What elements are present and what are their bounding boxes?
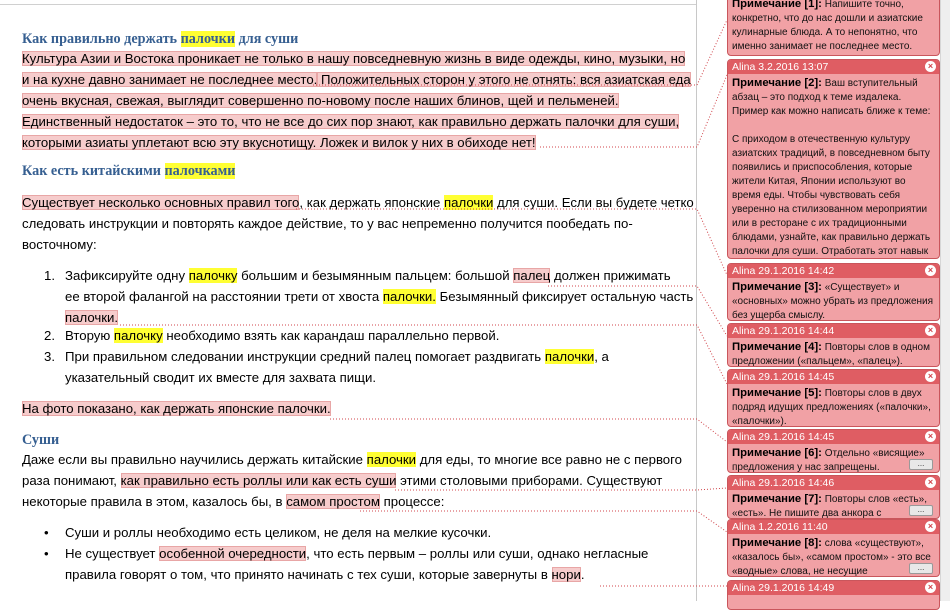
close-icon[interactable]: × bbox=[925, 521, 936, 532]
list-number: 3. bbox=[44, 349, 55, 364]
close-icon[interactable]: × bbox=[925, 61, 936, 72]
comment-header: Alina 1.2.2016 11:40 bbox=[732, 521, 828, 533]
list-item[interactable]: Вторую палочку необходимо взять как карандаш параллельно первой. bbox=[65, 328, 500, 343]
close-icon[interactable]: × bbox=[925, 477, 936, 488]
close-icon[interactable]: × bbox=[925, 431, 936, 442]
close-icon[interactable]: × bbox=[925, 582, 936, 593]
comment-balloon-7[interactable] bbox=[727, 475, 940, 519]
list-item[interactable]: Не существует особенной очередности, что есть первым – роллы или суши, однако негласные правила говорят о том, что принято начинать с тех суши, которые завернуты в нори. bbox=[65, 546, 649, 582]
comment-header: Alina 29.1.2016 14:49 bbox=[732, 582, 835, 594]
comment-text: слова «существуют», «казалось бы», «самом простом» - это все «водные» слова, не несущие bbox=[732, 538, 931, 577]
paragraph-intro[interactable]: Культура Азии и Востока проникает не только в нашу повседневную жизнь в виде одежды, кино, музыки, но и на кухне давно занимает не последнее место. Положительных сторон у этого не отнять: вся азиатская еда очень вкусная, свежая, выглядит совершенно по-новому после наших блинов, щей и пельменей. Единственный недостаток – это то, что не все до сих пор знают, как правильно держать палочки для суши, которыми азиаты уплетают всю эту вкуснотищу. Ложек и вилок у них в обиходе нет! bbox=[22, 51, 691, 150]
list-number: 2. bbox=[44, 328, 55, 343]
comment-text: Повторы слов в одном предложении («пальцем», «палец»). bbox=[732, 342, 930, 367]
comment-header: Alina 29.1.2016 14:44 bbox=[732, 325, 835, 337]
paragraph-sushi[interactable]: Даже если вы правильно научились держать китайские палочки для еды, то многие все равно не с первого раза понимают, как правильно есть роллы или как есть суши этими столовыми приборами. Существуют некоторые правила в этом, казалось бы, в самом простом процессе: bbox=[22, 452, 682, 509]
comment-text: «Существует» и «основных» можно убрать из предложения без ущерба смыслу. bbox=[732, 282, 934, 321]
comment-label: Примечание [6]: bbox=[732, 447, 822, 459]
comment-header: Alina 29.1.2016 14:46 bbox=[732, 477, 835, 489]
comment-text: Напишите точно, конкретно, что до нас дошли и азиатские кулинарные блюда. А то непонятно, что именно занимает не последнее место. bbox=[732, 0, 923, 52]
paragraph-photo-caption[interactable]: На фото показано, как держать японские палочки. bbox=[22, 401, 331, 416]
comment-label: Примечание [5]: bbox=[732, 387, 822, 399]
bullet-icon: • bbox=[44, 546, 49, 561]
heading-how-to-hold: Как правильно держать палочки для суши bbox=[22, 31, 299, 47]
comment-balloon-4[interactable] bbox=[727, 323, 940, 367]
comment-label: Примечание [3]: bbox=[732, 281, 822, 293]
comment-balloon-5[interactable] bbox=[727, 369, 940, 427]
list-item[interactable]: При правильном следовании инструкции средний палец помогает раздвигать палочки, а указательный сводит их вместе для захвата пищи. bbox=[65, 349, 609, 385]
vertical-scrollbar[interactable] bbox=[940, 0, 950, 601]
comment-label: Примечание [2]: bbox=[732, 77, 822, 89]
comment-balloon-8[interactable] bbox=[727, 519, 940, 577]
close-icon[interactable]: × bbox=[925, 371, 936, 382]
comment-header: Alina 29.1.2016 14:42 bbox=[732, 265, 835, 277]
comment-header: Alina 29.1.2016 14:45 bbox=[732, 431, 835, 443]
comment-text: Отдельно «висящие» предложения у нас запрещены. bbox=[732, 448, 925, 473]
more-button[interactable]: ... bbox=[909, 505, 933, 516]
comment-label: Примечание [8]: bbox=[732, 537, 822, 549]
comment-label: Примечание [7]: bbox=[732, 493, 822, 505]
more-button[interactable]: ... bbox=[909, 459, 933, 470]
comment-text: Ваш вступительный абзац – это подход к теме издалека. Пример как можно написать ближе к теме: С приходом в отечественную культуру азиатских традиций, в повседневном быту появились и приспособления, которые жители Китая, Японии используют во время еды. Чтобы чувствовать себя уверенно на стилизованном мероприятии или в ресторане с их традиционными блюдами, узнайте, как правильно держать палочки для суши. Отработать этот навык bbox=[732, 78, 931, 257]
comment-header: Alina 29.1.2016 14:45 bbox=[732, 371, 835, 383]
more-button[interactable]: ... bbox=[909, 563, 933, 574]
comment-header: Alina 3.2.2016 13:07 bbox=[732, 61, 829, 73]
comment-balloon-1[interactable] bbox=[727, 0, 940, 56]
comment-text: Повторы слов в двух подряд идущих предложениях («палочки», «палочки»). bbox=[732, 388, 931, 427]
heading-chinese-sticks: Как есть китайскими палочками bbox=[22, 163, 236, 179]
comment-label: Примечание [4]: bbox=[732, 341, 822, 353]
comment-balloon-3[interactable] bbox=[727, 263, 940, 321]
heading-sushi: Суши bbox=[22, 432, 60, 448]
comment-balloon-2[interactable] bbox=[727, 59, 940, 259]
list-number: 1. bbox=[44, 268, 55, 283]
bullet-icon: • bbox=[44, 525, 49, 540]
comment-balloon-6[interactable] bbox=[727, 429, 940, 473]
close-icon[interactable]: × bbox=[925, 265, 936, 276]
comment-text: Повторы слов «есть», «есть». Не пишите два анкора с bbox=[732, 494, 927, 519]
list-item[interactable]: Зафиксируйте одну палочку большим и безымянным пальцем: большой палец должен прижимать ее второй фалангой на расстоянии трети от хвоста палочки. Безымянный фиксирует остальную часть палочки. bbox=[65, 268, 694, 325]
close-icon[interactable]: × bbox=[925, 325, 936, 336]
comment-label: Примечание [1]: bbox=[732, 0, 822, 10]
list-item[interactable]: Суши и роллы необходимо есть целиком, не деля на мелкие кусочки. bbox=[65, 525, 492, 540]
paragraph-rules[interactable]: Существует несколько основных правил того, как держать японские палочки для суши. Если вы будете четко следовать инструкции и повторять каждое действие, то у вас непременно получится пообедать по- восточному: bbox=[22, 195, 694, 252]
comment-balloon-9[interactable] bbox=[727, 580, 940, 610]
